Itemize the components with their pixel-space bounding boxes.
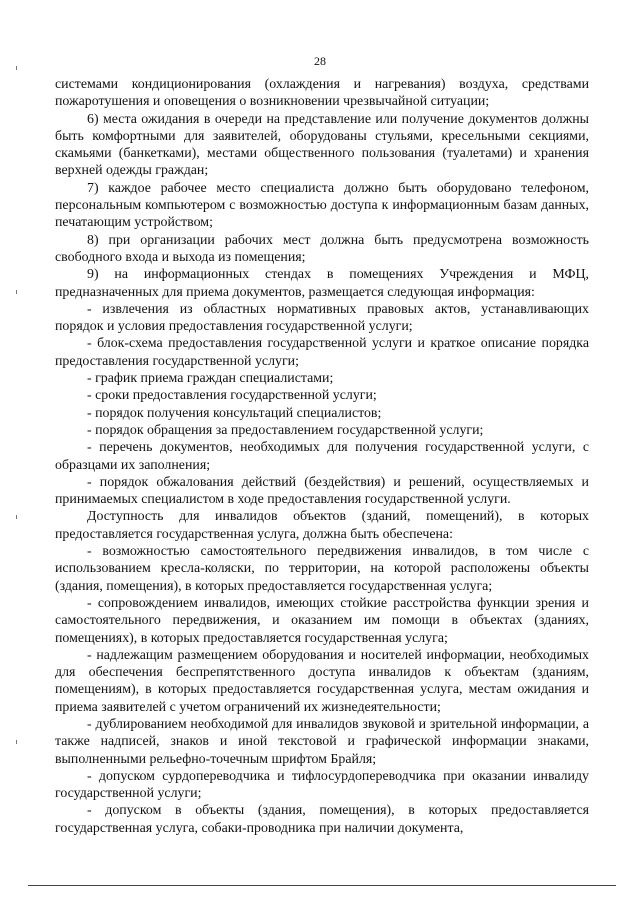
list-item: - извлечения из областных нормативных правовых актов, устанавливающих порядок и условия предоставления государственной услуги; — [55, 301, 589, 335]
paragraph: 9) на информационных стендах в помещениях Учреждения и МФЦ, предназначенных для приема документов, размещается следующая информация: — [55, 267, 589, 300]
list-item: - порядок обращения за предоставлением государственной услуги; — [87, 422, 484, 438]
paragraph: 7) каждое рабочее место специалиста должно быть оборудовано телефоном, персональным компьютером с возможностью доступа к информационным базам данных, печатающим устройством; — [55, 180, 589, 231]
list-item: - допуском в объекты (здания, помещения), в которых предоставляется государственная услуга, собаки-проводника при наличии документа, — [55, 803, 589, 836]
list-item: - блок-схема предоставления государственной услуги и краткое описание порядка предоставления государственной услуги; — [55, 336, 589, 369]
margin-mark — [16, 290, 17, 294]
bottom-rule — [28, 885, 616, 886]
list-item: - график приема граждан специалистами; — [87, 371, 334, 387]
list-item: - порядок получения консультаций специалистов; — [87, 405, 382, 421]
list-item: - дублированием необходимой для инвалидов звуковой и зрительной информации, а также надписей, знаков и иной текстовой и графической информации знаками, выполненными рельефно-точечным шрифтом Брайля; — [55, 716, 589, 767]
page-number: 28 — [314, 54, 326, 68]
margin-mark — [16, 740, 17, 744]
list-item: - сроки предоставления государственной услуги; — [87, 388, 377, 404]
list-item: - надлежащим размещением оборудования и носителей информации, необходимых для обеспечения беспрепятственного доступа инвалидов к объектам (зданиям, помещениям), в которых предоставляется государственная услуга, местам ожидания и приема заявителей с учетом ограничений их жизнедеятельности; — [55, 647, 589, 715]
margin-mark — [16, 66, 17, 70]
paragraph: Доступность для инвалидов объектов (зданий, помещений), в которых предоставляется государственная услуга, должна быть обеспечена: — [55, 509, 589, 542]
list-item: - возможностью самостоятельного передвижения инвалидов, в том числе с использованием кресла-коляски, по территории, на которой расположены объекты (здания, помещения), в которых предоставляется государственная услуга; — [55, 544, 589, 594]
paragraph: системами кондиционирования (охлаждения и нагревания) воздуха, средствами пожаротушения и оповещения о возникновении чрезвычайной ситуации; — [55, 77, 589, 110]
list-item: - порядок обжалования действий (бездействия) и решений, осуществляемых и принимаемых специалистом в ходе предоставления государственной услуги. — [55, 474, 589, 508]
list-item: - сопровождением инвалидов, имеющих стойкие расстройства функции зрения и самостоятельного передвижения, и оказанием им помощи в объектах (зданиях, помещениях), в которых предоставляется государственная услуга; — [55, 595, 589, 646]
margin-mark — [16, 515, 17, 519]
document-body — [55, 76, 589, 837]
paragraph: 8) при организации рабочих мест должна быть предусмотрена возможность свободного входа и выхода из помещения; — [55, 232, 589, 265]
list-item: - допуском сурдопереводчика и тифлосурдопереводчика при оказании инвалиду государственной услуги; — [55, 768, 589, 802]
paragraph: 6) места ожидания в очереди на представление или получение документов должны быть комфортными для заявителей, оборудованы стульями, кресельными секциями, скамьями (банкетками), местами общественного пользования (туалетами) и хранения верхней одежды граждан; — [55, 111, 589, 179]
list-item: - перечень документов, необходимых для получения государственной услуги, с образцами их заполнения; — [55, 440, 589, 473]
